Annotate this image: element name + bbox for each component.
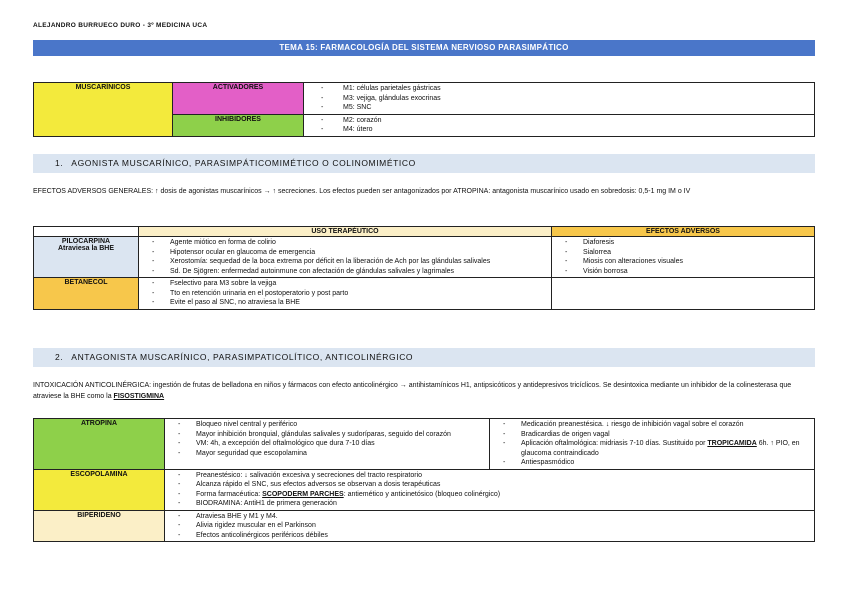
list-item: - Evite el paso al SNC, no atraviesa la BHE	[142, 298, 548, 308]
list-item: - Agente miótico en forma de colirio	[142, 238, 548, 248]
drug-escopolamina: ESCOPOLAMINA	[34, 469, 165, 510]
list-item: - Alivia rigidez muscular en el Parkinson	[168, 521, 811, 531]
list-item: - Antiespasmódico	[493, 458, 811, 468]
drug-betanecol: BETANECOL	[34, 278, 139, 310]
antagonists-table	[33, 418, 815, 542]
list-item: - Atraviesa BHE y M1 y M4.	[168, 512, 811, 522]
list-item: - Tto en retención urinaria en el postoperatorio y post parto	[142, 289, 548, 299]
inhibitors-label: INHIBIDORES	[173, 114, 304, 136]
paragraph-text: INTOXICACIÓN ANTICOLINÉRGICA: ingestión de frutas de belladona en niños y fármacos con efecto anticolinérgico → antihistamínicos H1, antipsicóticos y antidepresivos tricíclicos. Se desintoxica mediante un inhibidor de la colinesterasa que atraviese la BHE como la	[33, 382, 792, 400]
list-item: - Preanestésico: ↓ salivación excesiva y secreciones del tracto respiratorio	[168, 471, 811, 481]
scopoderm-link: SCOPODERM PARCHES	[262, 490, 344, 498]
blank-cell	[34, 227, 139, 237]
list-item: - M3: vejiga, glándulas exocrinas	[307, 94, 811, 104]
muscarinic-label: MUSCARÍNICOS	[34, 83, 173, 137]
drug-biperideno: BIPERIDENO	[34, 510, 165, 542]
drug-name: PILOCARPINA	[61, 238, 111, 245]
col-header-efectos: EFECTOS ADVERSOS	[552, 227, 815, 237]
section-number: 2.	[55, 352, 64, 362]
page-title: TEMA 15: FARMACOLOGÍA DEL SISTEMA NERVIOSO PARASIMPÁTICO	[33, 40, 815, 56]
uses-list	[139, 237, 552, 278]
tropicamida-link: TROPICAMIDA	[707, 440, 757, 447]
list-item: - Mayor inhibición bronquial, glándulas salivales y sudoríparas, seguido del corazón	[168, 430, 486, 440]
list-item: - Mayor seguridad que escopolamina	[168, 449, 486, 459]
list-item: - Xerostomía: sequedad de la boca extrema por déficit en la liberación de Ach por las glándulas salivales	[142, 257, 548, 267]
section-heading-1	[33, 154, 815, 173]
drug-atropina: ATROPINA	[34, 419, 165, 470]
list-item: - Fselectivo para M3 sobre la vejiga	[142, 279, 548, 289]
list-item: - Aplicación oftalmológica: midriasis 7-10 días. Sustituido por TROPICAMIDA 6h. ↑ PIO, en glaucoma contraindicado	[493, 439, 811, 458]
atropina-left	[165, 419, 490, 470]
uses-list	[139, 278, 552, 310]
col-header-uso: USO TERAPÉUTICO	[139, 227, 552, 237]
receptors-table	[33, 82, 815, 137]
section-title: AGONISTA MUSCARÍNICO, PARASIMPÁTICOMIMÉTICO O COLINOMIMÉTICO	[71, 158, 416, 168]
list-item: - BIODRAMINA: AntiH1 de primera generación	[168, 499, 811, 509]
list-item: - M1: células parietales gástricas	[307, 84, 811, 94]
activators-list	[304, 83, 815, 115]
list-item: - VM: 4h, a excepción del oftalmológico que dura 7-10 días	[168, 439, 486, 449]
section1-paragraph: EFECTOS ADVERSOS GENERALES: ↑ dosis de agonistas muscarínicos → ↑ secreciones. Los efectos pueden ser antagonizados por ATROPINA: antagonista muscarínico usado en sobredosis: 0,5-1 mg IM o IV	[33, 188, 691, 195]
list-item: - Forma farmacéutica: SCOPODERM PARCHES: antiemético y anticinetósico (bloqueo colinérgico)	[168, 490, 811, 500]
drug-pilocarpina	[34, 237, 139, 278]
list-item: - Alcanza rápido el SNC, sus efectos adversos se observan a dosis terapéuticas	[168, 480, 811, 490]
biperideno-list	[165, 510, 815, 542]
list-item: - Sialorrea	[555, 248, 811, 258]
effects-list	[552, 237, 815, 278]
section2-paragraph	[33, 380, 815, 402]
list-item: - Visión borrosa	[555, 267, 811, 277]
inhibitors-list	[304, 114, 815, 136]
document-header: ALEJANDRO BURRUECO DURO - 3º MEDICINA UCA	[33, 22, 208, 29]
list-item: - M4: útero	[307, 125, 811, 135]
activators-label: ACTIVADORES	[173, 83, 304, 115]
list-item: - M5: SNC	[307, 103, 811, 113]
list-item: - Bloqueo nivel central y periférico	[168, 420, 486, 430]
section-title: ANTAGONISTA MUSCARÍNICO, PARASIMPATICOLÍTICO, ANTICOLINÉRGICO	[71, 352, 414, 362]
escopolamina-list	[165, 469, 815, 510]
list-item: - Bradicardias de origen vagal	[493, 430, 811, 440]
list-item: - Medicación preanestésica. ↓ riesgo de inhibición vagal sobre el corazón	[493, 420, 811, 430]
list-item: - Sd. De Sjögren: enfermedad autoinmune con afectación de glándulas salivales y lagrimales	[142, 267, 548, 277]
section-heading-2	[33, 348, 815, 367]
empty-cell	[552, 278, 815, 310]
list-item: - M2: corazón	[307, 116, 811, 126]
list-item: - Diaforesis	[555, 238, 811, 248]
agonists-table	[33, 226, 815, 310]
list-item: - Hipotensor ocular en glaucoma de emergencia	[142, 248, 548, 258]
list-item: - Miosis con alteraciones visuales	[555, 257, 811, 267]
list-item: - Efectos anticolinérgicos periféricos débiles	[168, 531, 811, 541]
drug-note: Atraviesa la BHE	[57, 245, 115, 252]
fisostigmina-link: FISOSTIGMINA	[113, 393, 165, 400]
section-number: 1.	[55, 158, 64, 168]
atropina-right	[490, 419, 815, 470]
